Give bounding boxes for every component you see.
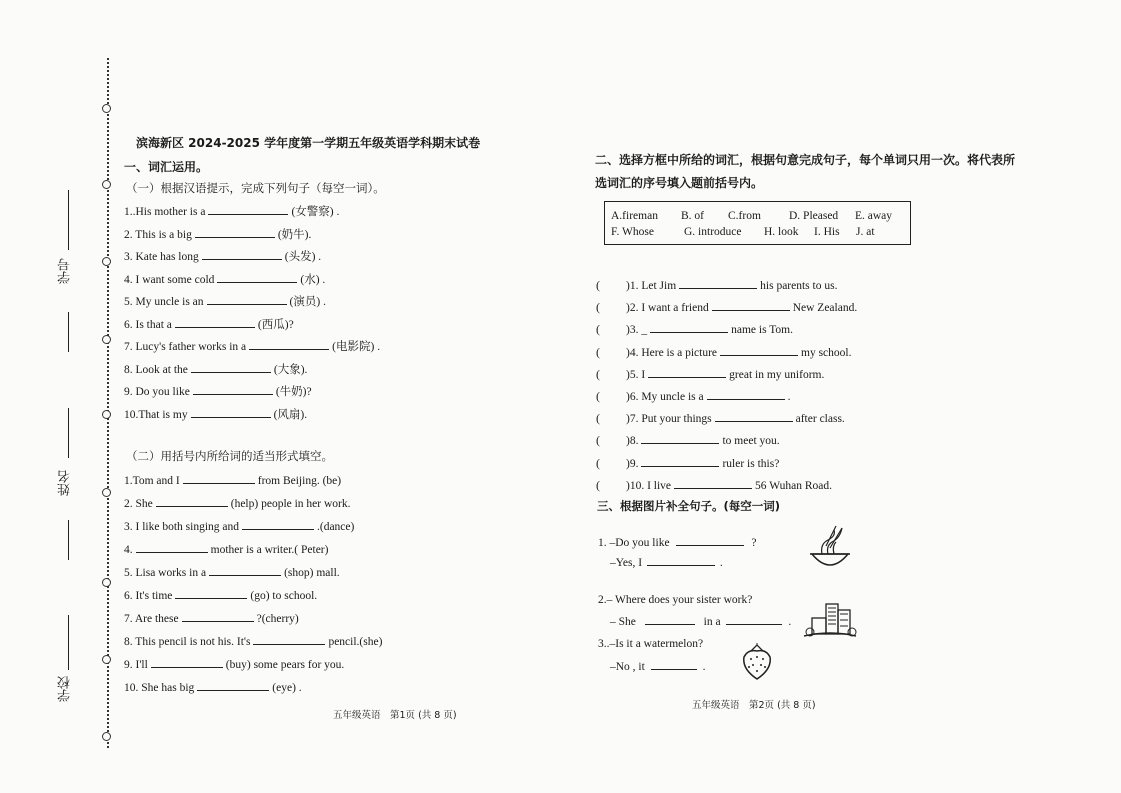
answer-bracket[interactable]: ( [596,300,600,315]
student-id-line[interactable] [68,190,69,250]
question-item [124,226,311,242]
binding-hole [102,578,111,587]
question-item [124,472,341,488]
word-bank-option: I. His [814,226,840,238]
question-text: 5. My uncle is an [124,296,204,308]
question-text: )10. I live [626,479,672,492]
answer-blank[interactable] [720,344,798,356]
school-line[interactable] [68,615,69,670]
part3-q3-pre: –No , it [610,661,645,673]
question-text: name is Tom. [731,324,794,337]
question-text: 1.Tom and I [124,475,180,487]
question-item [124,316,294,332]
question-item [124,203,339,219]
question-text: (奶牛). [277,228,312,241]
part3-q1-line2 [610,554,723,570]
binding-hole [102,488,111,497]
answer-blank[interactable] [182,610,254,622]
question-text: . [787,391,791,403]
question-text: )4. Here is a picture [626,346,718,359]
part3-q2-post: . [788,616,792,628]
question-text: )2. I want a friend [626,302,709,315]
answer-bracket[interactable]: ( [596,322,600,337]
binding-hole [102,410,111,419]
question-text: 3. I like both singing and [124,521,239,533]
page1-footer: 五年级英语 第1页 (共 8 页) [333,710,457,721]
student-id-line-2[interactable] [68,312,69,352]
name-line-2[interactable] [68,520,69,560]
word-bank-option: G. introduce [684,226,742,238]
part3-q1-pre: 1. –Do you like [598,537,670,549]
part1-title: 一、词汇运用。 [124,160,209,174]
part3-q1-line1 [598,534,756,550]
answer-blank[interactable] [183,472,255,484]
question-text: 1..His mother is a [124,206,206,218]
question-text: 10.That is my [124,408,188,421]
question-item [124,610,299,626]
question-text: 5. Lisa works in a [124,567,207,579]
answer-blank[interactable] [712,299,790,311]
question-text: )9. [626,457,639,470]
question-text: my school. [801,346,852,359]
binding-hole [102,257,111,266]
answer-blank[interactable] [191,361,271,373]
part3-q1-line2-post: . [719,557,723,569]
question-text: 9. I'll [124,659,148,671]
question-item [596,299,857,315]
answer-blank[interactable] [647,554,715,566]
answer-blank[interactable] [650,321,728,333]
binding-dotted-line [107,58,112,748]
answer-blank[interactable] [156,495,228,507]
question-text: (头发) . [284,251,322,263]
question-text: (buy) some pears for you. [225,659,345,671]
name-line[interactable] [68,408,69,458]
binding-hole [102,732,111,741]
word-bank-option: F. Whose [611,226,654,238]
answer-bracket[interactable]: ( [596,344,600,359]
question-item [124,518,354,534]
part1-sub1-title: （一）根据汉语提示，完成下列句子（每空一词）。 [126,181,385,195]
question-text: ruler is this? [722,457,780,470]
answer-blank[interactable] [208,203,288,215]
part2-title-line2: 选词汇的序号填入题前括号内。 [595,176,764,190]
part3-q2-pre: – She [610,616,636,628]
question-text: from Beijing. (be) [257,475,342,487]
question-text: )3. _ [626,324,648,337]
question-text: 2. She [124,498,153,510]
answer-blank[interactable] [175,316,255,328]
word-bank-option: J. at [856,226,875,238]
question-text: after class. [795,413,845,426]
answer-bracket[interactable]: ( [596,477,600,492]
question-item [596,366,824,382]
word-bank-option: A.fireman [611,210,658,222]
noodles-bowl-icon [806,524,854,574]
word-bank-option: C.from [728,210,761,222]
answer-blank[interactable] [726,613,782,625]
question-text: New Zealand. [792,302,858,315]
question-item [596,410,845,426]
answer-blank[interactable] [715,410,793,422]
question-text: mother is a writer.( Peter) [210,544,329,556]
answer-bracket[interactable]: ( [596,433,600,448]
answer-blank[interactable] [217,271,297,283]
part3-q2-mid: in a [703,616,721,628]
question-text: )5. I [626,368,646,381]
answer-bracket[interactable]: ( [596,455,600,470]
question-text: )6. My uncle is a [626,391,704,403]
hospital-building-icon [802,600,858,642]
answer-blank[interactable] [651,658,697,670]
binding-hole [102,180,111,189]
part3-q3-line1: 3..–Is it a watermelon? [598,638,704,650]
answer-blank[interactable] [151,656,223,668]
part1-sub2-title: （二）用括号内所给词的适当形式填空。 [126,449,333,463]
question-text: )8. [626,435,639,448]
question-item [124,633,382,649]
question-item [124,383,312,399]
answer-blank[interactable] [641,455,719,467]
answer-blank[interactable] [193,383,273,395]
answer-blank[interactable] [645,613,695,625]
question-text: 8. Look at the [124,363,188,376]
question-item [124,361,307,377]
question-text: )1. Let Jim [626,280,677,292]
question-text: 9. Do you like [124,386,190,398]
exam-title: 滨海新区 2024-2025 学年度第一学期五年级英语学科期末试卷 [136,136,481,150]
word-bank-option: D. Pleased [789,210,839,222]
part3-q2-line2 [610,613,791,629]
question-item [596,432,780,448]
part2-title-line1: 二、选择方框中所给的词汇，根据句意完成句子，每个单词只用一次。将代表所 [595,153,1016,167]
question-item [596,321,793,337]
question-item [124,679,302,695]
question-item [124,293,326,309]
question-text: (演员) . [289,296,326,308]
page2-footer: 五年级英语 第2页 (共 8 页) [692,700,816,711]
question-item [596,455,779,471]
answer-blank[interactable] [679,277,757,289]
word-bank-option: H. look [764,226,799,238]
question-text: 7. Lucy's father works in a [124,341,247,353]
question-text: )7. Put your things [626,413,712,426]
question-text: great in my uniform. [729,368,825,381]
strawberry-icon [740,643,774,681]
answer-blank[interactable] [195,226,275,238]
answer-blank[interactable] [648,366,726,378]
part3-q1-line2-pre: –Yes, I [610,557,643,569]
question-text: 6. Is that a [124,318,172,331]
part3-q1-post: ? [751,537,757,549]
binding-hole [102,104,111,113]
question-text: (西瓜)? [257,318,294,331]
answer-blank[interactable] [707,388,785,400]
question-item [124,587,317,603]
answer-blank[interactable] [209,564,281,576]
answer-blank[interactable] [202,248,282,260]
part3-q2-line1: 2.– Where does your sister work? [598,594,753,606]
question-item [124,495,351,511]
question-text: (go) to school. [250,590,318,602]
question-text: (eye) . [272,682,302,694]
question-item [596,477,832,493]
answer-blank[interactable] [207,293,287,305]
answer-bracket[interactable]: ( [596,278,600,292]
question-text: to meet you. [722,435,780,448]
question-text: 7. Are these [124,613,179,625]
answer-blank[interactable] [676,534,744,546]
name-label: 姓名 [58,470,73,496]
question-item [596,277,837,293]
school-label: 学校 [58,676,73,702]
answer-bracket[interactable]: ( [596,366,600,381]
question-text: 10. She has big [124,682,195,694]
answer-blank[interactable] [249,338,329,350]
question-text: (风扇). [273,408,308,421]
question-text: (牛奶)? [275,386,312,398]
question-item [124,406,307,422]
question-item [124,338,380,354]
binding-hole [102,335,111,344]
question-item [124,248,321,264]
question-text: (大象). [273,363,308,376]
answer-blank[interactable] [674,477,752,489]
question-text: (shop) mall. [284,567,340,579]
question-text: .(dance) [317,521,355,533]
question-text: 2. This is a big [124,228,192,241]
answer-bracket[interactable]: ( [596,411,600,426]
question-text: pencil.(she) [328,636,383,648]
question-text: 6. It's time [124,590,173,602]
part3-title: 三、根据图片补全句子。(每空一词) [597,499,781,513]
question-item [596,388,790,404]
student-id-label: 学号 [58,258,73,284]
answer-blank[interactable] [136,541,208,553]
question-text: 8. This pencil is not his. It's [124,636,251,648]
answer-bracket[interactable]: ( [596,389,600,403]
question-text: 4. [124,544,133,556]
question-text: (女警察) . [291,206,340,218]
question-text: 3. Kate has long [124,251,199,263]
question-text: his parents to us. [760,280,838,292]
question-text: 56 Wuhan Road. [755,479,832,492]
word-bank-option: B. of [681,210,704,222]
question-item [124,564,340,580]
answer-blank[interactable] [641,432,719,444]
question-text: ?(cherry) [256,613,299,625]
question-text: (水) . [300,273,326,286]
answer-blank[interactable] [253,633,325,645]
part3-q3-line2 [610,658,705,674]
binding-hole [102,655,111,664]
answer-blank[interactable] [197,679,269,691]
question-text: 4. I want some cold [124,273,215,286]
question-text: (help) people in her work. [230,498,351,510]
part3-q3-post: . [702,661,706,673]
question-text: (电影院) . [332,341,381,353]
question-item [596,344,852,360]
answer-blank[interactable] [191,406,271,418]
word-bank-option: E. away [855,210,893,222]
answer-blank[interactable] [175,587,247,599]
question-item [124,541,328,557]
question-item [124,271,325,287]
question-item [124,656,344,672]
answer-blank[interactable] [242,518,314,530]
